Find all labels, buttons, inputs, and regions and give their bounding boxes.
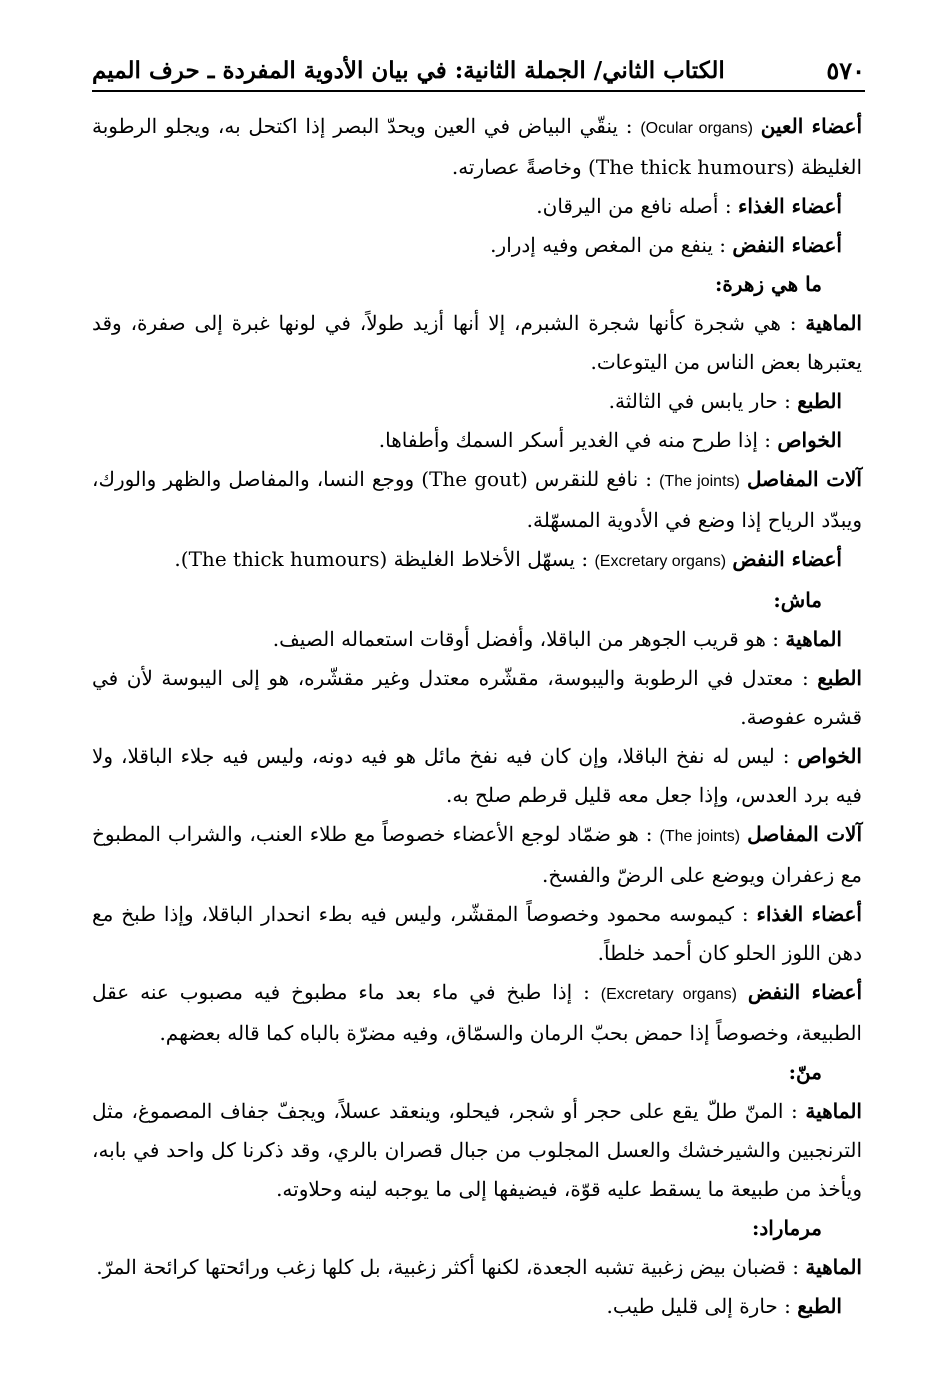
english-term: (Excretary organs): [600, 986, 737, 1003]
english-term: (The joints): [659, 473, 740, 490]
entry-label: آلات المفاصل: [746, 467, 862, 491]
entry-heading: [92, 1209, 862, 1248]
page-body: [92, 107, 862, 1363]
entry-text: : حار يابس في الثالثة.: [608, 389, 798, 413]
entry-label: الخواص: [777, 428, 842, 452]
entry-label: الخواص: [797, 744, 862, 768]
entry-label: أعضاء النفض: [732, 233, 842, 257]
entry-text: : ينقّي البياض في العين ويحدّ البصر إذا اكتحل به، ويجلو الرطوبة الغليظة (The thick humours) وخاصةً عصارته.: [92, 114, 862, 179]
entry-text: : أصله نافع من اليرقان.: [536, 194, 738, 218]
entry-paragraph: [92, 659, 862, 737]
entry-label: الطبع: [797, 1294, 842, 1318]
entry-paragraph: [92, 815, 862, 895]
entry-label: الماهية: [805, 1255, 862, 1279]
entry-text: : هو قريب الجوهر من الباقلا، وأفضل أوقات استعماله الصيف.: [272, 627, 786, 651]
entry-paragraph: [92, 973, 862, 1053]
entry-text: : قضبان بيض زغبية تشبه الجعدة، لكنها أكثر زغبية، بل كلها زغب ورائحتها كرائحة المرّ.: [96, 1255, 806, 1279]
entry-label: الماهية: [785, 627, 842, 651]
entry-label: الماهية: [805, 311, 862, 335]
entry-paragraph: [92, 107, 862, 187]
entry-label: أعضاء العين: [760, 114, 863, 138]
entry-label: الطبع: [797, 389, 842, 413]
entry-text: : إذا طرح منه في الغدير أسكر السمك وأطفاها.: [378, 428, 778, 452]
entry-paragraph: [92, 620, 862, 659]
entry-label: ما هي زهرة:: [714, 272, 822, 296]
entry-text: : يسهّل الأخلاط الغليظة (The thick humours).: [174, 547, 595, 571]
entry-paragraph: [92, 1287, 862, 1326]
entry-label: أعضاء النفض: [747, 980, 863, 1004]
entry-paragraph: [92, 737, 862, 815]
english-term: (The joints): [659, 828, 741, 845]
entry-paragraph: [92, 304, 862, 382]
entry-paragraph: [92, 382, 862, 421]
page-number: ٥٧٠: [826, 55, 865, 85]
entry-text: : معتدل في الرطوبة واليبوسة، مقشّره معتدل وغير مقشّره، هو إلى اليبوسة لأن في قشره عفوصة.: [92, 666, 862, 729]
entry-label: ماش:: [773, 588, 822, 612]
entry-label: الماهية: [805, 1099, 862, 1123]
entry-heading: [92, 265, 862, 304]
entry-label: أعضاء النفض: [732, 547, 842, 571]
english-term: (Ocular organs): [640, 120, 753, 137]
entry-text: : نافع للنقرس (The gout) ووجع النسا، والمفاصل والظهر والورك، ويبدّد الرياح إذا وضع في الأدوية المسهّلة.: [92, 467, 862, 532]
entry-text: : ينفع من المغص وفيه إدرار.: [490, 233, 733, 257]
entry-label: أعضاء الغذاء: [756, 902, 862, 926]
entry-paragraph: [92, 895, 862, 973]
entry-paragraph: [92, 421, 862, 460]
entry-paragraph: [92, 540, 862, 581]
entry-paragraph: [92, 1248, 862, 1287]
entry-label: منّ:: [788, 1060, 822, 1084]
entry-label: آلات المفاصل: [747, 822, 863, 846]
entry-text: : ليس له نفخ الباقلا، وإن كان فيه نفخ مائل هو فيه دونه، وليس فيه جلاء الباقلا، ولا فيه برد العدس، وإذا جعل معه قليل قرطم صلح به.: [92, 744, 862, 807]
entry-text: : حارة إلى قليل طيب.: [606, 1294, 798, 1318]
entry-text: : هي شجرة كأنها شجرة الشبرم، إلا أنها أزيد طولاً، في لونها غبرة إلى صفرة، وقد يعتبرها بعض الناس من اليتوعات.: [92, 311, 862, 374]
entry-text: : إذا طبخ في ماء بعد ماء مطبوخ فيه مصبوب عنه عقل الطبيعة، وخصوصاً إذا حمض بحبّ الرمان والسمّاق، وفيه مضرّة بالباه كما قاله بعضهم.: [92, 980, 862, 1045]
entry-paragraph: [92, 1092, 862, 1209]
entry-label: أعضاء الغذاء: [737, 194, 842, 218]
english-term: (Excretary organs): [594, 553, 727, 570]
entry-text: : هو ضمّاد لوجع الأعضاء خصوصاً مع طلاء العنب، والشراب المطبوخ مع زعفران ويوضع على الرضّ والفسخ.: [92, 822, 862, 887]
entry-label: مرماراد:: [751, 1216, 822, 1240]
running-title: الكتاب الثاني/ الجملة الثانية: في بيان الأدوية المفردة ـ حرف الميم: [92, 56, 725, 84]
entry-paragraph: [92, 460, 862, 540]
entry-heading: [92, 1053, 862, 1092]
page-header: [92, 50, 865, 92]
entry-heading: [92, 581, 862, 620]
entry-text: : كيموسه محمود وخصوصاً المقشّر، وليس فيه بطء انحدار الباقلا، وإذا طبخ مع دهن اللوز الحلو كان أحمد خلطاً.: [92, 902, 862, 965]
entry-label: الطبع: [817, 666, 862, 690]
entry-text: : المنّ طلّ يقع على حجر أو شجر، فيحلو، وينعقد عسلاً، ويجفّ جفاف المصموغ، مثل الترنجبين والشيرخشك والعسل المجلوب من جبال قصران بالري، وقد ذكرنا كل واحد في بابه، ويأخذ من طبيعة ما يسقط عليه قوّة، فيضيفها إلى ما يوجبه لينه وحلاوته.: [92, 1099, 862, 1201]
entry-paragraph: [92, 226, 862, 265]
entry-paragraph: [92, 187, 862, 226]
